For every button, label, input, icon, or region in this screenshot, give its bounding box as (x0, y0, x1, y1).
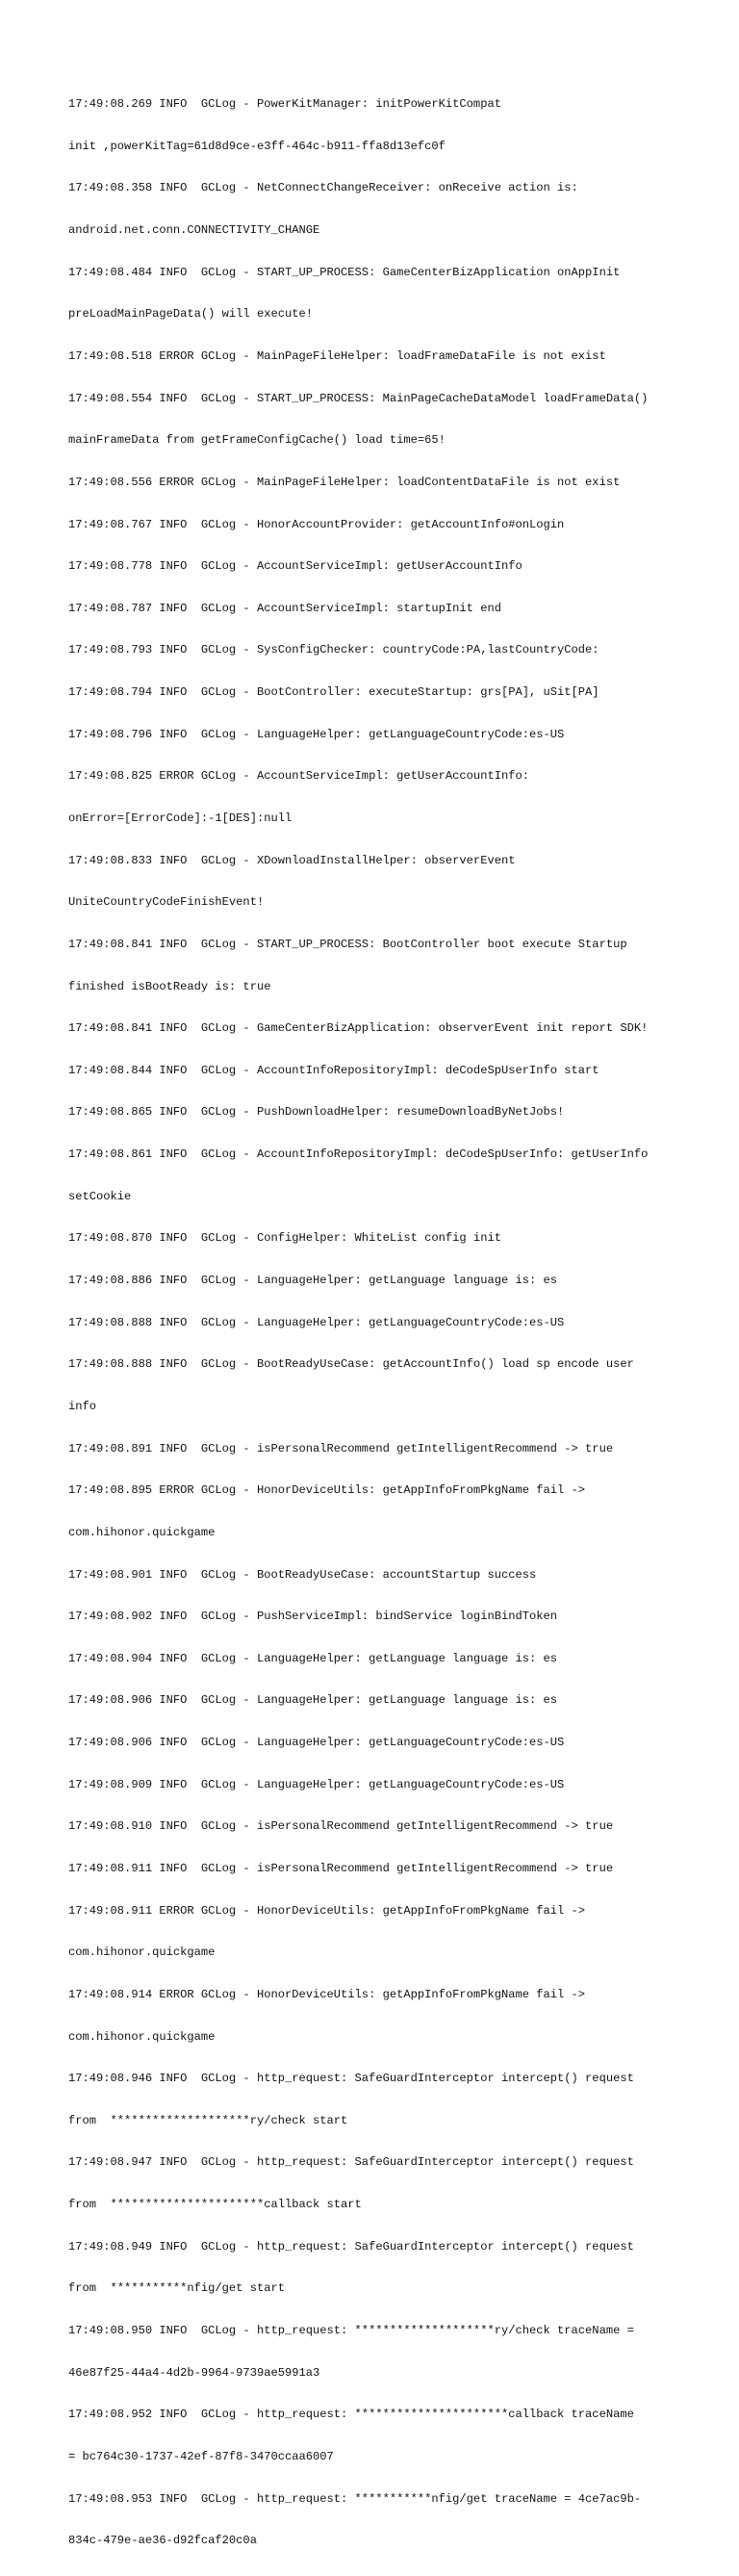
log-line: 17:49:08.906 INFO GCLog - LanguageHelper: getLanguageCountryCode:es-US (68, 1736, 565, 1750)
log-line: 17:49:08.888 INFO GCLog - BootReadyUseCase: getAccountInfo() load sp encode user (68, 1357, 634, 1372)
log-line: 17:49:08.914 ERROR GCLog - HonorDeviceUtils: getAppInfoFromPkgName fail -> (68, 1987, 586, 2001)
log-line: 17:49:08.793 INFO GCLog - SysConfigChecker: countryCode:PA,lastCountryCode: (68, 643, 599, 657)
log-line: init ,powerKitTag=61d8d9ce-e3ff-464c-b911-ffa8d13efc0f (68, 139, 446, 153)
log-line: info (68, 1399, 97, 1413)
log-line: = bc764c30-1737-42ef-87f8-3470ccaa6007 (68, 2449, 334, 2463)
log-line: 17:49:08.484 INFO GCLog - START_UP_PROCESS: GameCenterBizApplication onAppInit (68, 265, 621, 279)
log-line: 17:49:08.787 INFO GCLog - AccountServiceImpl: startupInit end (68, 601, 501, 615)
log-line: from **********************callback start (68, 2198, 362, 2212)
log-line: onError=[ErrorCode]:-1[DES]:null (68, 811, 293, 825)
log-line: 17:49:08.895 ERROR GCLog - HonorDeviceUtils: getAppInfoFromPkgName fail -> (68, 1483, 586, 1498)
log-line: 17:49:08.518 ERROR GCLog - MainPageFileHelper: loadFrameDataFile is not exist (68, 348, 606, 363)
log-line: 17:49:08.269 INFO GCLog - PowerKitManager: initPowerKitCompat (68, 97, 501, 112)
log-line: preLoadMainPageData() will execute! (68, 307, 314, 322)
log-line: 17:49:08.767 INFO GCLog - HonorAccountProvider: getAccountInfo#onLogin (68, 517, 565, 531)
log-line: 17:49:08.902 INFO GCLog - PushServiceImpl: bindService loginBindToken (68, 1610, 558, 1624)
log-line: com.hihonor.quickgame (68, 2029, 216, 2044)
log-line: 17:49:08.891 INFO GCLog - isPersonalRecommend getIntelligentRecommend -> true (68, 1441, 614, 1455)
log-line: mainFrameData from getFrameConfigCache() load time=65! (68, 433, 446, 448)
log-line: 17:49:08.886 INFO GCLog - LanguageHelper: getLanguage language is: es (68, 1274, 558, 1288)
log-line: 17:49:08.554 INFO GCLog - START_UP_PROCESS: MainPageCacheDataModel loadFrameData() (68, 391, 649, 405)
log-line: 17:49:08.904 INFO GCLog - LanguageHelper: getLanguage language is: es (68, 1651, 558, 1665)
log-line: com.hihonor.quickgame (68, 1945, 216, 1960)
log-line: 17:49:08.906 INFO GCLog - LanguageHelper: getLanguage language is: es (68, 1693, 558, 1708)
log-line: 17:49:08.841 INFO GCLog - START_UP_PROCESS: BootController boot execute Startup (68, 937, 627, 951)
log-line: from ********************ry/check start (68, 2113, 348, 2127)
log-line: setCookie (68, 1189, 132, 1203)
log-line: 17:49:08.825 ERROR GCLog - AccountServiceImpl: getUserAccountInfo: (68, 769, 529, 784)
log-line: 17:49:08.556 ERROR GCLog - MainPageFileHelper: loadContentDataFile is not exist (68, 475, 621, 489)
log-line: 17:49:08.841 INFO GCLog - GameCenterBizApplication: observerEvent init report SDK! (68, 1021, 649, 1036)
log-line: 17:49:08.861 INFO GCLog - AccountInfoRepositoryImpl: deCodeSpUserInfo: getUserInfo (68, 1147, 649, 1162)
log-line: 17:49:08.901 INFO GCLog - BootReadyUseCase: accountStartup success (68, 1567, 537, 1582)
log-line: 17:49:08.950 INFO GCLog - http_request: ********************ry/check traceName = (68, 2324, 634, 2338)
log-line: 17:49:08.865 INFO GCLog - PushDownloadHelper: resumeDownloadByNetJobs! (68, 1105, 565, 1120)
log-line: 17:49:08.947 INFO GCLog - http_request: SafeGuardInterceptor intercept() request (68, 2155, 634, 2170)
log-line: 17:49:08.888 INFO GCLog - LanguageHelper: getLanguageCountryCode:es-US (68, 1315, 565, 1329)
log-line: 46e87f25-44a4-4d2b-9964-9739ae5991a3 (68, 2365, 320, 2380)
log-line: 17:49:08.910 INFO GCLog - isPersonalRecommend getIntelligentRecommend -> true (68, 1819, 614, 1834)
log-line: 17:49:08.946 INFO GCLog - http_request: SafeGuardInterceptor intercept() request (68, 2072, 634, 2086)
log-line: 17:49:08.778 INFO GCLog - AccountServiceImpl: getUserAccountInfo (68, 559, 522, 574)
log-line: 17:49:08.909 INFO GCLog - LanguageHelper: getLanguageCountryCode:es-US (68, 1777, 565, 1791)
log-line: 17:49:08.796 INFO GCLog - LanguageHelper: getLanguageCountryCode:es-US (68, 727, 565, 741)
log-line: android.net.conn.CONNECTIVITY_CHANGE (68, 223, 320, 238)
log-line: 834c-479e-ae36-d92fcaf20c0a (68, 2534, 257, 2548)
log-line: com.hihonor.quickgame (68, 1525, 216, 1539)
log-line: 17:49:08.358 INFO GCLog - NetConnectChangeReceiver: onReceive action is: (68, 181, 578, 195)
log-line: 17:49:08.911 INFO GCLog - isPersonalRecommend getIntelligentRecommend -> true (68, 1862, 614, 1875)
log-line: 17:49:08.949 INFO GCLog - http_request: SafeGuardInterceptor intercept() request (68, 2239, 634, 2254)
log-line: finished isBootReady is: true (68, 979, 271, 993)
log-line: 17:49:08.911 ERROR GCLog - HonorDeviceUtils: getAppInfoFromPkgName fail -> (68, 1903, 586, 1918)
log-line: 17:49:08.833 INFO GCLog - XDownloadInstallHelper: observerEvent (68, 853, 516, 867)
log-line: 17:49:08.953 INFO GCLog - http_request: ***********nfig/get traceName = 4ce7ac9b- (68, 2491, 642, 2506)
log-line: from ***********nfig/get start (68, 2281, 285, 2296)
log-line: 17:49:08.844 INFO GCLog - AccountInfoRepositoryImpl: deCodeSpUserInfo start (68, 1063, 599, 1077)
log-line: 17:49:08.952 INFO GCLog - http_request: **********************callback traceName (68, 2408, 634, 2422)
log-text (68, 69, 684, 2576)
log-line: UniteCountryCodeFinishEvent! (68, 895, 265, 910)
log-line: 17:49:08.794 INFO GCLog - BootController: executeStartup: grs[PA], uSit[PA] (68, 685, 599, 700)
log-line: 17:49:08.870 INFO GCLog - ConfigHelper: WhiteList config init (68, 1231, 501, 1246)
